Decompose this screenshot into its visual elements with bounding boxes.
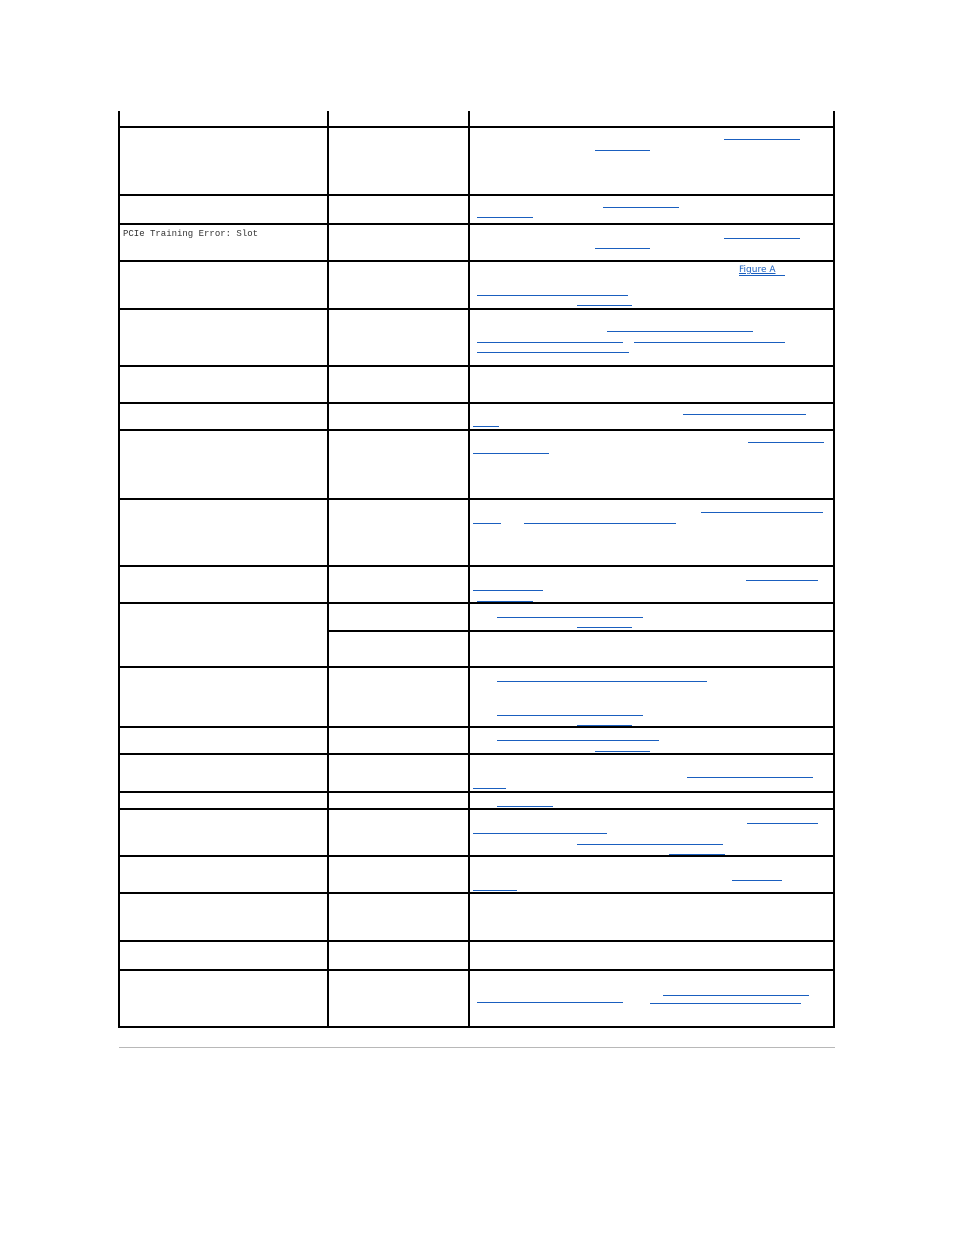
table-row-border [118,892,835,894]
table-row-border [118,498,835,500]
table-row-border [118,726,835,728]
cross-reference-link[interactable] [577,305,632,306]
cross-reference-link[interactable] [595,150,650,151]
cross-reference-link[interactable] [595,751,650,752]
table-row-border [118,969,835,971]
cross-reference-link[interactable] [634,342,785,343]
table-row-border [118,402,835,404]
cross-reference-link[interactable] [607,331,753,332]
table-row-border [118,429,835,431]
cross-reference-link[interactable] [732,880,782,881]
cross-reference-link[interactable] [497,681,707,682]
cross-reference-link[interactable] [746,580,818,581]
cross-reference-link[interactable] [473,833,607,834]
cross-reference-link[interactable] [524,523,676,524]
cross-reference-link[interactable] [663,995,809,996]
table-row-border [118,1026,835,1028]
cross-reference-link[interactable] [497,715,643,716]
table-row-border [118,126,835,128]
cross-reference-link[interactable] [477,295,628,296]
table-row-border [118,260,835,262]
table-row-border [327,630,835,632]
pcie-training-error-message: PCIe Training Error: Slot [123,229,259,239]
cross-reference-link[interactable] [477,352,629,353]
cross-reference-link[interactable] [473,426,499,427]
cross-reference-link[interactable] [577,627,632,628]
cross-reference-link[interactable] [701,512,823,513]
table-row-border [118,791,835,793]
table-row-border [118,666,835,668]
table-row-border [118,194,835,196]
cross-reference-link[interactable] [473,523,501,524]
cross-reference-link[interactable] [497,806,553,807]
cross-reference-link[interactable] [473,453,549,454]
cross-reference-link[interactable] [650,1003,801,1004]
figure-a-link[interactable]: Figure A [739,265,776,275]
cross-reference-link[interactable] [473,788,506,789]
cross-reference-link[interactable] [577,844,723,845]
cross-reference-link[interactable] [739,275,785,276]
table-row-border [118,753,835,755]
table-column-border [833,111,835,1028]
cross-reference-link[interactable] [497,740,659,741]
table-row-border [118,808,835,810]
page-divider [119,1047,835,1048]
cross-reference-link[interactable] [683,414,806,415]
cross-reference-link[interactable] [477,217,533,218]
cross-reference-link[interactable] [477,342,623,343]
cross-reference-link[interactable] [473,590,543,591]
cross-reference-link[interactable] [724,139,800,140]
cross-reference-link[interactable] [477,601,533,602]
table-column-border [118,111,120,1028]
cross-reference-link[interactable] [724,238,800,239]
table-row-border [118,940,835,942]
table-column-border [468,111,470,1028]
table-row-border [118,855,835,857]
table-row-border [118,308,835,310]
cross-reference-link[interactable] [473,890,517,891]
cross-reference-link[interactable] [477,1002,623,1003]
cross-reference-link[interactable] [687,777,813,778]
cross-reference-link[interactable] [603,207,679,208]
cross-reference-link[interactable] [747,823,818,824]
cross-reference-link[interactable] [669,854,725,855]
table-row-border [118,565,835,567]
table-row-border [118,365,835,367]
table-column-border [327,111,329,1028]
cross-reference-link[interactable] [497,617,643,618]
table-row-border [118,223,835,225]
cross-reference-link[interactable] [577,725,632,726]
table-row-border [118,602,835,604]
cross-reference-link[interactable] [748,442,824,443]
cross-reference-link[interactable] [595,248,650,249]
